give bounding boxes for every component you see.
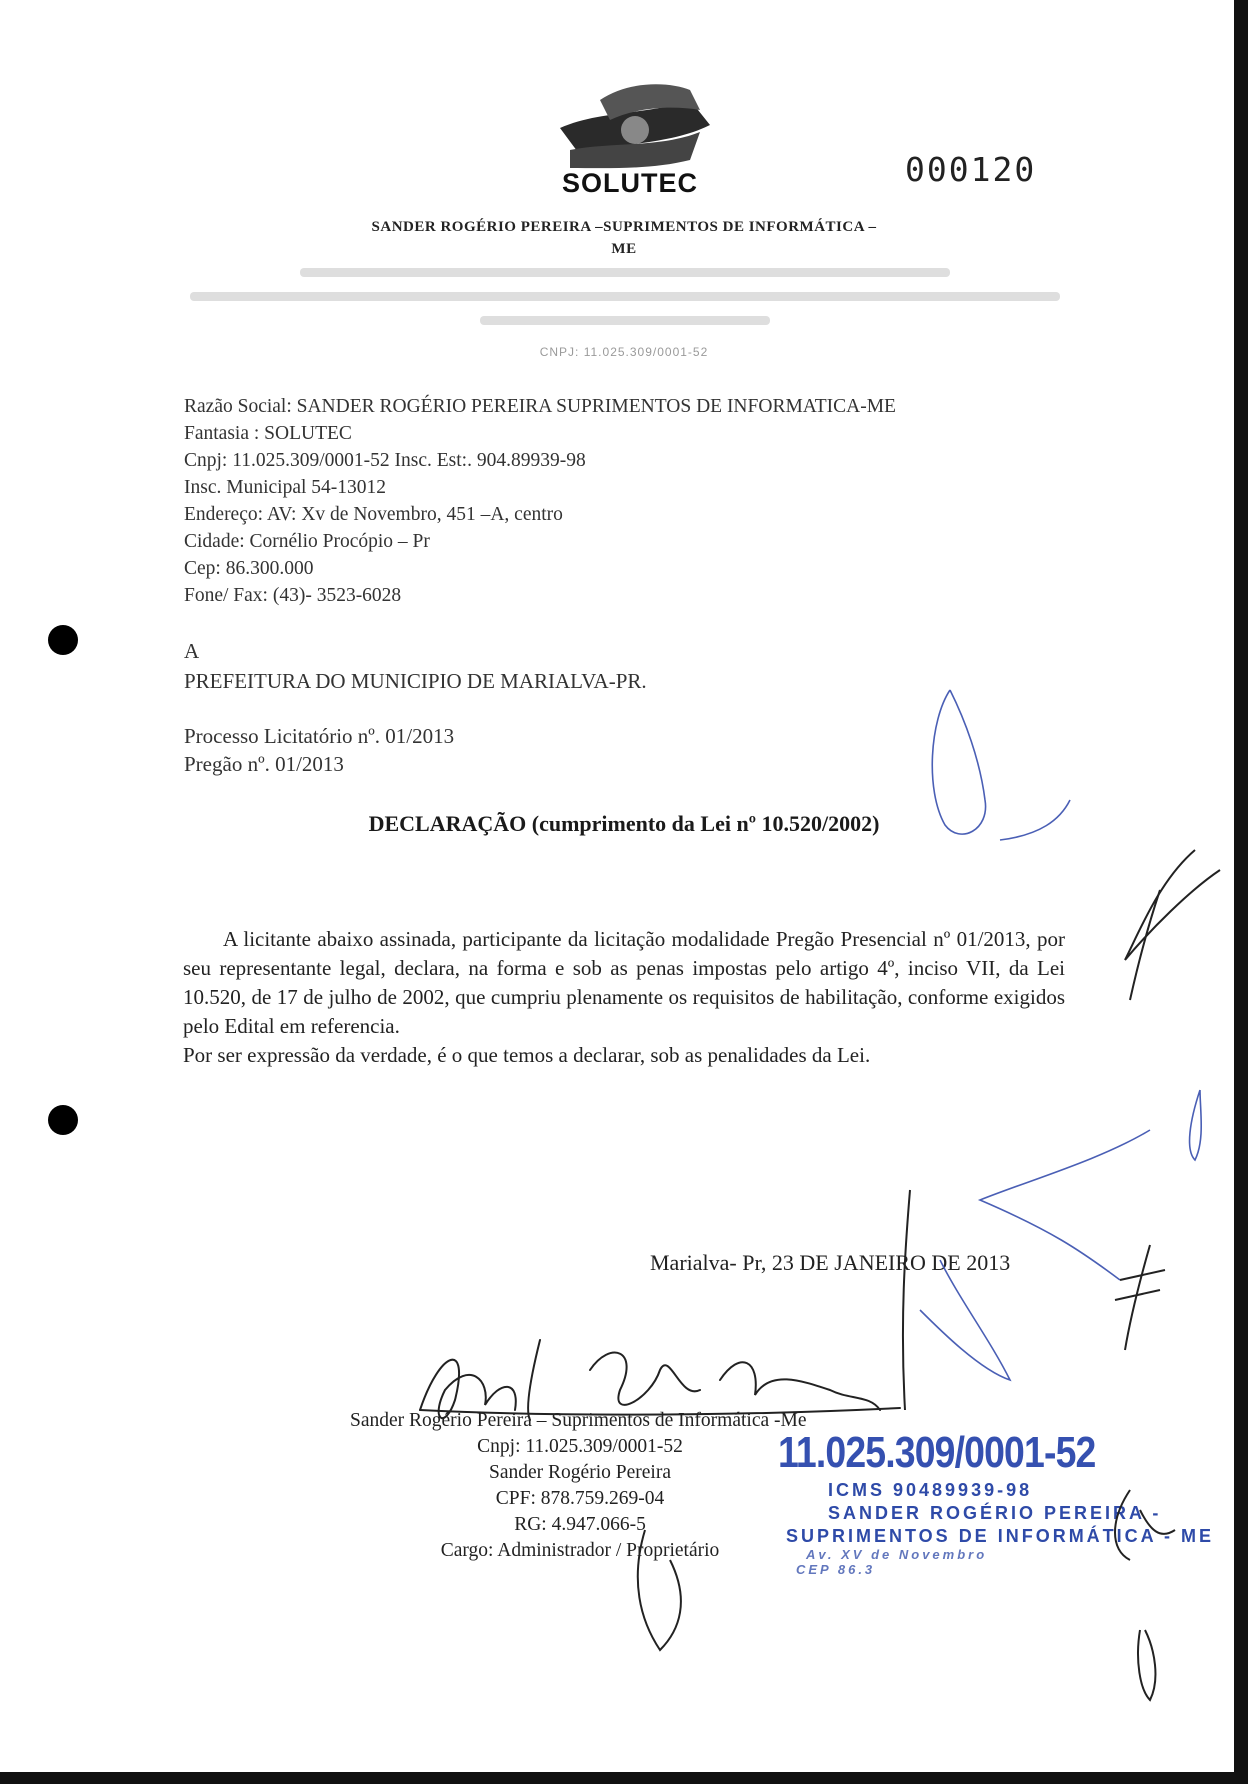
document-number: 000120	[905, 150, 1037, 189]
process-info	[184, 722, 454, 778]
process-licitatorio: Processo Licitatório nº. 01/2013	[184, 724, 455, 748]
stamp-icms: ICMS 90489939-98	[828, 1480, 1033, 1500]
signature-cnpj: Cnpj: 11.025.309/0001-52	[477, 1436, 683, 1457]
info-endereco: Endereço: AV: Xv de Novembro, 451 –A, centro	[184, 504, 563, 525]
signature-cpf: CPF: 878.759.269-04	[495, 1488, 665, 1509]
logo-brand-text: SOLUTEC	[561, 168, 698, 198]
stamp-cnpj: 11.025.309/0001-52	[778, 1428, 1096, 1477]
signature-name: Sander Rogério Pereira	[489, 1462, 671, 1483]
company-header-line2: ME	[611, 241, 637, 257]
info-razao-social: Razão Social: SANDER ROGÉRIO PEREIRA SUPRIMENTOS DE INFORMATICA-ME	[184, 396, 896, 417]
scan-edge-bottom	[0, 1772, 1248, 1784]
declaration-title: DECLARAÇÃO (cumprimento da Lei nº 10.520/2002)	[368, 811, 880, 836]
company-header	[300, 216, 948, 260]
punch-hole-bottom	[48, 1105, 78, 1135]
stamp-cep: CEP 86.3	[796, 1562, 876, 1577]
signature-rg: RG: 4.947.066-5	[514, 1514, 646, 1535]
info-fantasia: Fantasia : SOLUTEC	[184, 423, 352, 444]
info-cnpj: Cnpj: 11.025.309/0001-52 Insc. Est:. 904.89939-98	[184, 450, 586, 471]
info-insc-municipal: Insc. Municipal 54-13012	[184, 477, 387, 498]
date-line: Marialva- Pr, 23 DE JANEIRO DE 2013	[650, 1250, 1011, 1275]
info-fone: Fone/ Fax: (43)- 3523-6028	[184, 585, 402, 606]
declaration-body	[183, 925, 1065, 1070]
signature-cargo: Cargo: Administrador / Proprietário	[440, 1540, 720, 1561]
addressee	[184, 636, 647, 696]
punch-hole-top	[48, 625, 78, 655]
addressee-name: PREFEITURA DO MUNICIPIO DE MARIALVA-PR.	[184, 669, 647, 693]
declaration-closing: Por ser expressão da verdade, é o que temos a declarar, sob as penalidades da Lei.	[183, 1043, 871, 1067]
info-cep: Cep: 86.300.000	[184, 558, 314, 579]
signature-block	[340, 1408, 820, 1564]
stamp-name1: SANDER ROGÉRIO PEREIRA -	[828, 1503, 1162, 1523]
stamp-name2: SUPRIMENTOS DE INFORMÁTICA - ME	[786, 1526, 1215, 1546]
declaration-paragraph: A licitante abaixo assinada, participante da licitação modalidade Pregão Presencial nº 01/2013, por seu representante legal, declara, na forma e sob as penas impostas pelo artigo 4º, inciso VII, da Lei 10.520, de 17 de julho de 2002, que cumpriu plenamente os requisitos de habilitação, conforme exigidos pelo Edital em referencia.	[183, 927, 1065, 1038]
header-cnpj: CNPJ: 11.025.309/0001-52	[539, 345, 709, 359]
stamp-address: Av. XV de Novembro	[806, 1547, 988, 1562]
process-pregao: Pregão nº. 01/2013	[184, 752, 344, 776]
info-cidade: Cidade: Cornélio Procópio – Pr	[184, 531, 430, 552]
company-stamp	[778, 1428, 1215, 1577]
company-header-line1: SANDER ROGÉRIO PEREIRA –SUPRIMENTOS DE INFORMÁTICA –	[371, 219, 877, 235]
addressee-prefix: A	[184, 639, 200, 663]
scan-edge-right	[1234, 0, 1248, 1784]
faded-activity-text	[180, 262, 1070, 342]
company-info	[184, 393, 896, 609]
signature-company: Sander Rogério Pereira – Suprimentos de Informática -Me	[350, 1410, 807, 1431]
